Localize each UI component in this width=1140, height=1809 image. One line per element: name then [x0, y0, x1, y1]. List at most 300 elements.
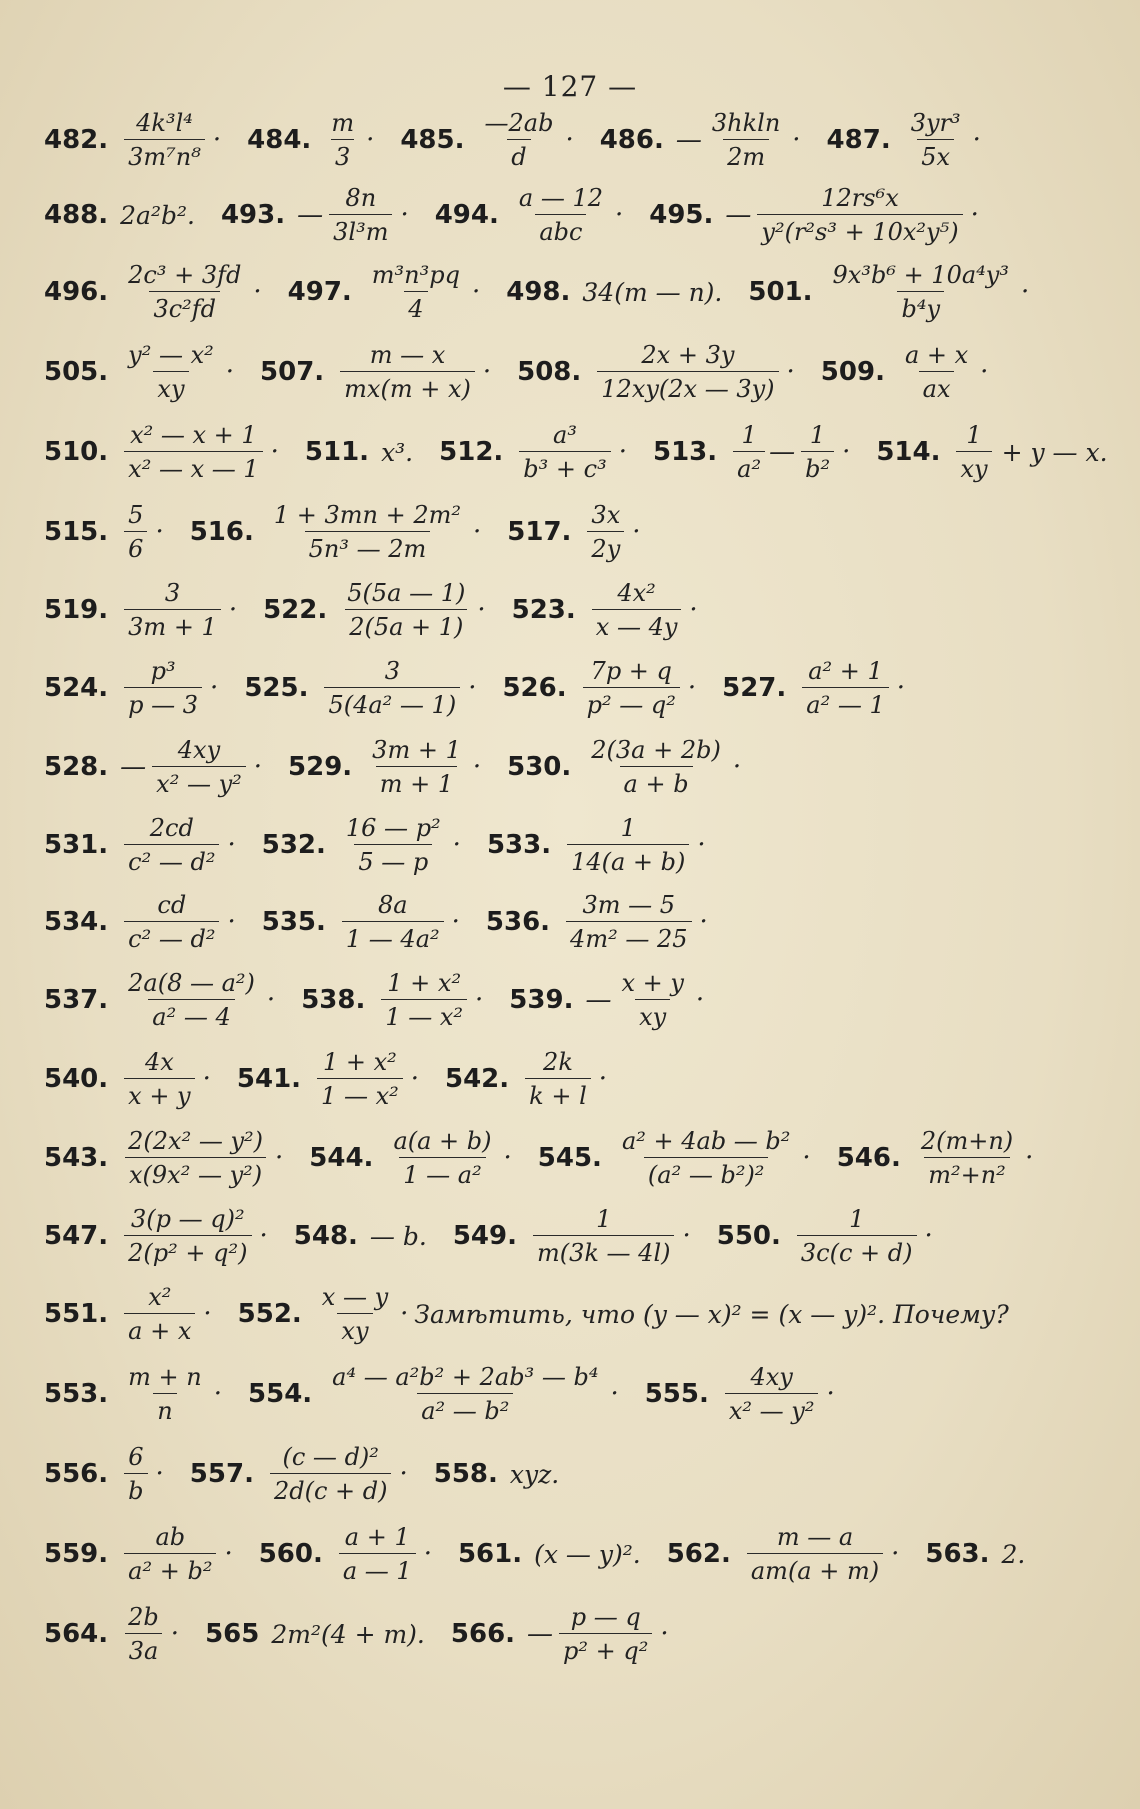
problem-number: 542.	[445, 1064, 510, 1094]
problem-number: 532.	[261, 830, 326, 860]
denominator: a + x	[124, 1313, 195, 1346]
answer-item	[259, 1522, 432, 1586]
fraction	[368, 260, 464, 324]
answer-item	[260, 340, 491, 404]
numerator: 1	[620, 814, 636, 842]
fraction	[725, 1362, 819, 1426]
denominator: a²	[733, 451, 765, 484]
answer-expression	[120, 1362, 222, 1426]
problem-number: 547.	[44, 1221, 109, 1251]
answer-row	[44, 1364, 1104, 1424]
answer-row	[44, 185, 1104, 245]
period-dot: ·	[452, 830, 461, 860]
fraction	[389, 1126, 495, 1190]
numerator: 1 + x²	[322, 1048, 397, 1076]
answer-expression	[1002, 1540, 1026, 1569]
problem-number: 515.	[44, 517, 109, 547]
numerator: 8a	[377, 891, 408, 919]
fraction	[597, 340, 778, 404]
period-dot: ·	[270, 437, 279, 467]
answer-row	[44, 970, 1104, 1030]
answer-item	[439, 420, 627, 484]
answer-text: — b.	[369, 1221, 427, 1251]
answer-row	[44, 342, 1104, 402]
answer-expression	[477, 108, 574, 172]
denominator: xy	[635, 999, 670, 1032]
problem-number: 528.	[44, 752, 109, 782]
answer-item	[487, 813, 706, 877]
denominator: 5x	[917, 139, 954, 172]
answer-expression	[120, 968, 275, 1032]
answer-row	[44, 892, 1104, 952]
problem-number: 554.	[248, 1379, 313, 1409]
answer-item	[445, 1047, 607, 1111]
answer-item	[44, 260, 262, 324]
answer-expression	[798, 656, 905, 720]
fraction	[566, 890, 691, 954]
answer-expression	[120, 1126, 283, 1190]
answer-expression	[120, 420, 279, 484]
minus-sign: —	[769, 437, 796, 467]
trailing-text: + y — x.	[1001, 437, 1108, 467]
fraction	[124, 1602, 163, 1666]
numerator: p³	[150, 657, 176, 685]
numerator: a² + 1	[808, 657, 883, 685]
period-dot: ·	[224, 1539, 233, 1569]
answer-expression	[897, 340, 988, 404]
period-dot: ·	[212, 125, 222, 155]
answer-item	[44, 340, 234, 404]
fraction	[917, 1126, 1017, 1190]
fraction	[618, 1126, 794, 1190]
problem-number: 495.	[649, 200, 714, 230]
answer-item	[827, 108, 981, 172]
fraction	[747, 1522, 883, 1586]
period-dot: ·	[468, 673, 477, 703]
fraction	[343, 578, 469, 642]
answer-item	[517, 340, 795, 404]
minus-sign: —	[585, 985, 612, 1015]
answer-row	[44, 502, 1104, 562]
period-dot: ·	[610, 1379, 619, 1409]
answer-expression	[721, 1362, 835, 1426]
answer-item	[44, 200, 195, 230]
answer-item	[238, 1282, 1009, 1346]
period-dot: ·	[253, 752, 263, 782]
numerator: 1 + 3mn + 2m²	[273, 501, 461, 529]
problem-number: 496.	[44, 277, 109, 307]
answer-item	[453, 1204, 691, 1268]
numerator: m — x	[369, 341, 446, 369]
answer-item	[645, 1362, 835, 1426]
fraction	[368, 735, 465, 799]
answer-expression	[120, 813, 236, 877]
answer-item	[748, 260, 1029, 324]
problem-number: 545.	[537, 1143, 602, 1173]
denominator: xy	[337, 1313, 372, 1346]
denominator: x² — x — 1	[124, 451, 262, 484]
answer-item	[44, 890, 236, 954]
problem-number: 541.	[236, 1064, 302, 1094]
answer-item	[44, 968, 275, 1032]
period-dot: ·	[565, 125, 574, 155]
answer-item	[190, 500, 482, 564]
answer-expression	[825, 260, 1030, 324]
numerator: 2(3a + 2b)	[591, 736, 721, 764]
problem-number: 546.	[836, 1143, 901, 1173]
denominator: 4m² — 25	[566, 921, 691, 954]
answer-expression	[120, 1047, 211, 1111]
denominator: p — 3	[124, 687, 202, 720]
answer-item	[400, 108, 573, 172]
period-dot: ·	[366, 125, 375, 155]
period-dot: ·	[203, 1299, 212, 1329]
answer-expression	[266, 500, 481, 564]
denominator: b	[124, 1473, 147, 1506]
answer-item	[667, 1522, 900, 1586]
answer-expression	[676, 108, 801, 172]
denominator: 12xy(2x — 3y)	[597, 371, 778, 404]
answer-row	[44, 1524, 1104, 1584]
answer-expression	[370, 1222, 427, 1251]
numerator: 2cd	[149, 814, 194, 842]
period-dot: ·	[687, 673, 697, 703]
denominator: b²	[801, 451, 834, 484]
numerator: 2x + 3y	[641, 341, 735, 369]
fraction	[124, 890, 219, 954]
period-dot: ·	[155, 1459, 164, 1489]
problem-number: 548.	[293, 1221, 358, 1251]
numerator: m — a	[776, 1523, 854, 1551]
answer-expression	[266, 1442, 408, 1506]
answer-expression	[120, 578, 237, 642]
numerator: 6	[128, 1443, 144, 1471]
minus-sign: —	[527, 1619, 554, 1649]
period-dot: ·	[170, 1619, 180, 1649]
problem-number: 533.	[486, 830, 552, 860]
denominator: 3m⁷n⁸	[124, 139, 205, 172]
answer-expression	[336, 340, 491, 404]
fraction	[327, 108, 358, 172]
answer-expression	[743, 1522, 900, 1586]
fraction	[124, 1282, 195, 1346]
period-dot: ·	[399, 1459, 408, 1489]
answer-text: 2a²b².	[120, 200, 195, 230]
numerator: 3	[384, 657, 400, 685]
period-dot: ·	[632, 517, 641, 547]
answer-expression	[377, 968, 483, 1032]
period-dot: ·	[503, 1143, 512, 1173]
answer-item	[44, 500, 164, 564]
period-dot: ·	[970, 200, 979, 230]
problem-number: 507.	[260, 357, 325, 387]
denominator: c² — d²	[124, 921, 219, 954]
period-dot: ·	[1025, 1143, 1034, 1173]
answer-item	[649, 183, 979, 247]
period-dot: ·	[253, 277, 262, 307]
fraction	[829, 260, 1013, 324]
fraction	[342, 890, 444, 954]
period-dot: ·	[972, 125, 981, 155]
fraction	[124, 340, 218, 404]
denominator: a² — 1	[802, 687, 888, 720]
answer-expression	[364, 735, 481, 799]
problem-number: 531.	[44, 830, 109, 860]
page-number: — 127 —	[502, 70, 638, 103]
numerator: a⁴ — a²b² + 2ab³ — b⁴	[332, 1363, 599, 1391]
answer-item	[263, 578, 486, 642]
period-dot: ·	[475, 985, 484, 1015]
answer-item	[247, 108, 374, 172]
answer-item	[294, 1221, 427, 1251]
period-dot: ·	[202, 1064, 211, 1094]
fraction	[381, 968, 467, 1032]
numerator: cd	[157, 891, 187, 919]
problem-number: 561.	[457, 1539, 523, 1569]
denominator: k + l	[525, 1078, 591, 1111]
problem-number: 482.	[44, 125, 109, 155]
denominator: xy	[956, 451, 991, 484]
answer-item	[44, 1442, 164, 1506]
answer-item	[44, 1126, 283, 1190]
fraction	[567, 813, 689, 877]
answer-item	[502, 656, 696, 720]
answer-expression	[585, 968, 704, 1032]
answer-item	[44, 1602, 179, 1666]
numerator: (c — d)²	[282, 1443, 379, 1471]
answer-item	[44, 1522, 233, 1586]
answer-expression	[297, 183, 409, 247]
answer-item	[821, 340, 989, 404]
numerator: x — y	[321, 1283, 389, 1311]
answer-expression	[385, 1126, 511, 1190]
numerator: 4xy	[750, 1363, 793, 1391]
answer-expression	[120, 735, 262, 799]
answer-expression	[120, 1602, 179, 1666]
denominator: b⁴y	[897, 291, 944, 324]
denominator: 5n³ — 2m	[305, 531, 431, 564]
problem-number: 493.	[220, 200, 286, 230]
answer-expression	[120, 1282, 211, 1346]
denominator: a + b	[620, 766, 693, 799]
denominator: m²+n²	[924, 1157, 1010, 1190]
period-dot: ·	[891, 1539, 900, 1569]
answer-item	[44, 1362, 222, 1426]
answer-item	[262, 813, 461, 877]
answer-expression	[120, 1204, 268, 1268]
answer-expression	[338, 813, 461, 877]
answer-row	[44, 1604, 1104, 1664]
problem-number: 488.	[44, 200, 109, 230]
answer-item	[458, 1539, 641, 1569]
problem-number: 509.	[820, 357, 885, 387]
numerator: 2k	[543, 1048, 573, 1076]
denominator: 2y	[587, 531, 624, 564]
problem-number: 498.	[506, 277, 571, 307]
fraction	[340, 340, 475, 404]
answer-expression	[314, 1282, 1009, 1346]
answer-expression	[793, 1204, 933, 1268]
problem-number: 525.	[244, 673, 309, 703]
answer-item	[538, 1126, 811, 1190]
numerator: 5(5a — 1)	[347, 579, 466, 607]
answer-item	[507, 735, 741, 799]
numerator: x² — x + 1	[130, 421, 257, 449]
problem-number: 526.	[502, 673, 567, 703]
answer-expression	[271, 1620, 425, 1649]
problem-number: 514.	[876, 437, 941, 467]
fraction	[124, 1126, 267, 1190]
answer-item	[301, 968, 483, 1032]
denominator: 3c²fd	[149, 291, 220, 324]
problem-number: 556.	[44, 1459, 109, 1489]
answer-expression	[510, 1460, 559, 1489]
answer-row	[44, 580, 1104, 640]
fraction	[519, 420, 610, 484]
answer-expression	[582, 278, 722, 307]
problem-number: 523.	[511, 595, 576, 625]
answer-row	[44, 1049, 1104, 1109]
answer-item	[876, 420, 1107, 484]
problem-number: 530.	[507, 752, 572, 782]
problem-number: 550.	[716, 1221, 781, 1251]
denominator: x + y	[124, 1078, 194, 1111]
period-dot: ·	[213, 1379, 223, 1409]
problem-number: 564.	[44, 1619, 109, 1649]
denominator: xy	[153, 371, 188, 404]
answer-expression	[381, 438, 413, 467]
answer-expression	[313, 1047, 419, 1111]
fraction	[617, 968, 687, 1032]
denominator: 2d(c + d)	[270, 1473, 392, 1506]
denominator: m + 1	[376, 766, 457, 799]
numerator: 9x³b⁶ + 10a⁴y³	[832, 261, 1009, 289]
answer-expression	[521, 1047, 607, 1111]
period-dot: ·	[451, 907, 460, 937]
period-dot: ·	[482, 357, 492, 387]
problem-number: 535.	[261, 907, 326, 937]
denominator: 3	[331, 139, 354, 172]
period-dot: ·	[924, 1221, 933, 1251]
answer-item	[221, 183, 409, 247]
problem-number: 501.	[748, 277, 813, 307]
numerator: a² + 4ab — b²	[621, 1127, 791, 1155]
numerator: 2(2x² — y²)	[128, 1127, 264, 1155]
answer-text: (x — y)².	[534, 1539, 641, 1569]
answer-item	[288, 735, 481, 799]
minus-sign: —	[120, 752, 147, 782]
problem-number: 543.	[44, 1143, 109, 1173]
period-dot: ·	[689, 595, 698, 625]
answer-expression	[323, 108, 374, 172]
period-dot: ·	[618, 437, 627, 467]
denominator: y²(r²s³ + 10x²y⁵)	[757, 214, 962, 247]
answer-expression	[579, 656, 697, 720]
denominator: 2(5a + 1)	[345, 609, 467, 642]
denominator: b³ + c³	[519, 451, 610, 484]
numerator: m + n	[128, 1363, 202, 1391]
numerator: a(a + b)	[393, 1127, 492, 1155]
answer-expression	[120, 108, 221, 172]
problem-number: 522.	[263, 595, 328, 625]
numerator: m	[331, 109, 355, 137]
answer-item	[288, 260, 481, 324]
denominator: 1 — x²	[317, 1078, 403, 1111]
denominator: c² — d²	[124, 844, 219, 877]
fraction	[328, 1362, 602, 1426]
fraction	[124, 1047, 194, 1111]
fraction	[270, 1442, 392, 1506]
answer-expression	[320, 656, 476, 720]
denominator: 5 — p	[354, 844, 432, 877]
answer-expression	[120, 890, 236, 954]
answer-row	[44, 1444, 1104, 1504]
fraction	[124, 420, 262, 484]
answer-item	[44, 1282, 212, 1346]
fraction	[339, 1522, 416, 1586]
period-dot: ·	[697, 830, 706, 860]
numerator: y² — x²	[128, 341, 214, 369]
answer-expression	[614, 1126, 811, 1190]
problem-number: 485.	[400, 125, 465, 155]
fraction	[592, 578, 682, 642]
problem-number: 551.	[44, 1299, 109, 1329]
answer-item	[506, 277, 722, 307]
answer-item	[44, 108, 221, 172]
problem-number: 505.	[44, 357, 109, 387]
fraction	[907, 108, 965, 172]
answer-expression	[511, 183, 623, 247]
numerator: 2c³ + 3fd	[128, 261, 242, 289]
answer-expression	[364, 260, 480, 324]
numerator: 4x²	[617, 579, 656, 607]
numerator: 1	[809, 421, 826, 449]
numerator: 3hkln	[711, 109, 781, 137]
answer-expression	[583, 500, 640, 564]
period-dot: ·	[259, 1221, 268, 1251]
numerator: 1	[966, 421, 982, 449]
answer-item	[237, 1047, 419, 1111]
numerator: m³n³pq	[371, 261, 460, 289]
numerator: 4x	[144, 1048, 174, 1076]
problem-number: 497.	[287, 277, 352, 307]
answer-row	[44, 1206, 1104, 1266]
answer-expression	[515, 420, 627, 484]
fraction	[124, 1442, 147, 1506]
fraction	[329, 183, 392, 247]
problem-number: 527.	[722, 673, 787, 703]
fraction	[708, 108, 784, 172]
denominator: 3a	[125, 1633, 163, 1666]
period-dot: ·	[695, 985, 705, 1015]
period-dot: ·	[225, 357, 235, 387]
problem-number: 566.	[450, 1619, 516, 1649]
fraction	[324, 656, 460, 720]
denominator: 2m	[723, 139, 769, 172]
answer-item	[925, 1539, 1025, 1569]
answer-item	[44, 735, 262, 799]
numerator: 1	[849, 1205, 865, 1233]
answer-expression	[339, 578, 485, 642]
answer-expression	[338, 890, 460, 954]
answer-item	[44, 656, 218, 720]
numerator: 1	[596, 1205, 612, 1233]
period-dot: ·	[477, 595, 486, 625]
problem-number: 517.	[507, 517, 572, 547]
fraction	[802, 656, 888, 720]
fraction	[124, 260, 245, 324]
numerator: 3m + 1	[372, 736, 461, 764]
